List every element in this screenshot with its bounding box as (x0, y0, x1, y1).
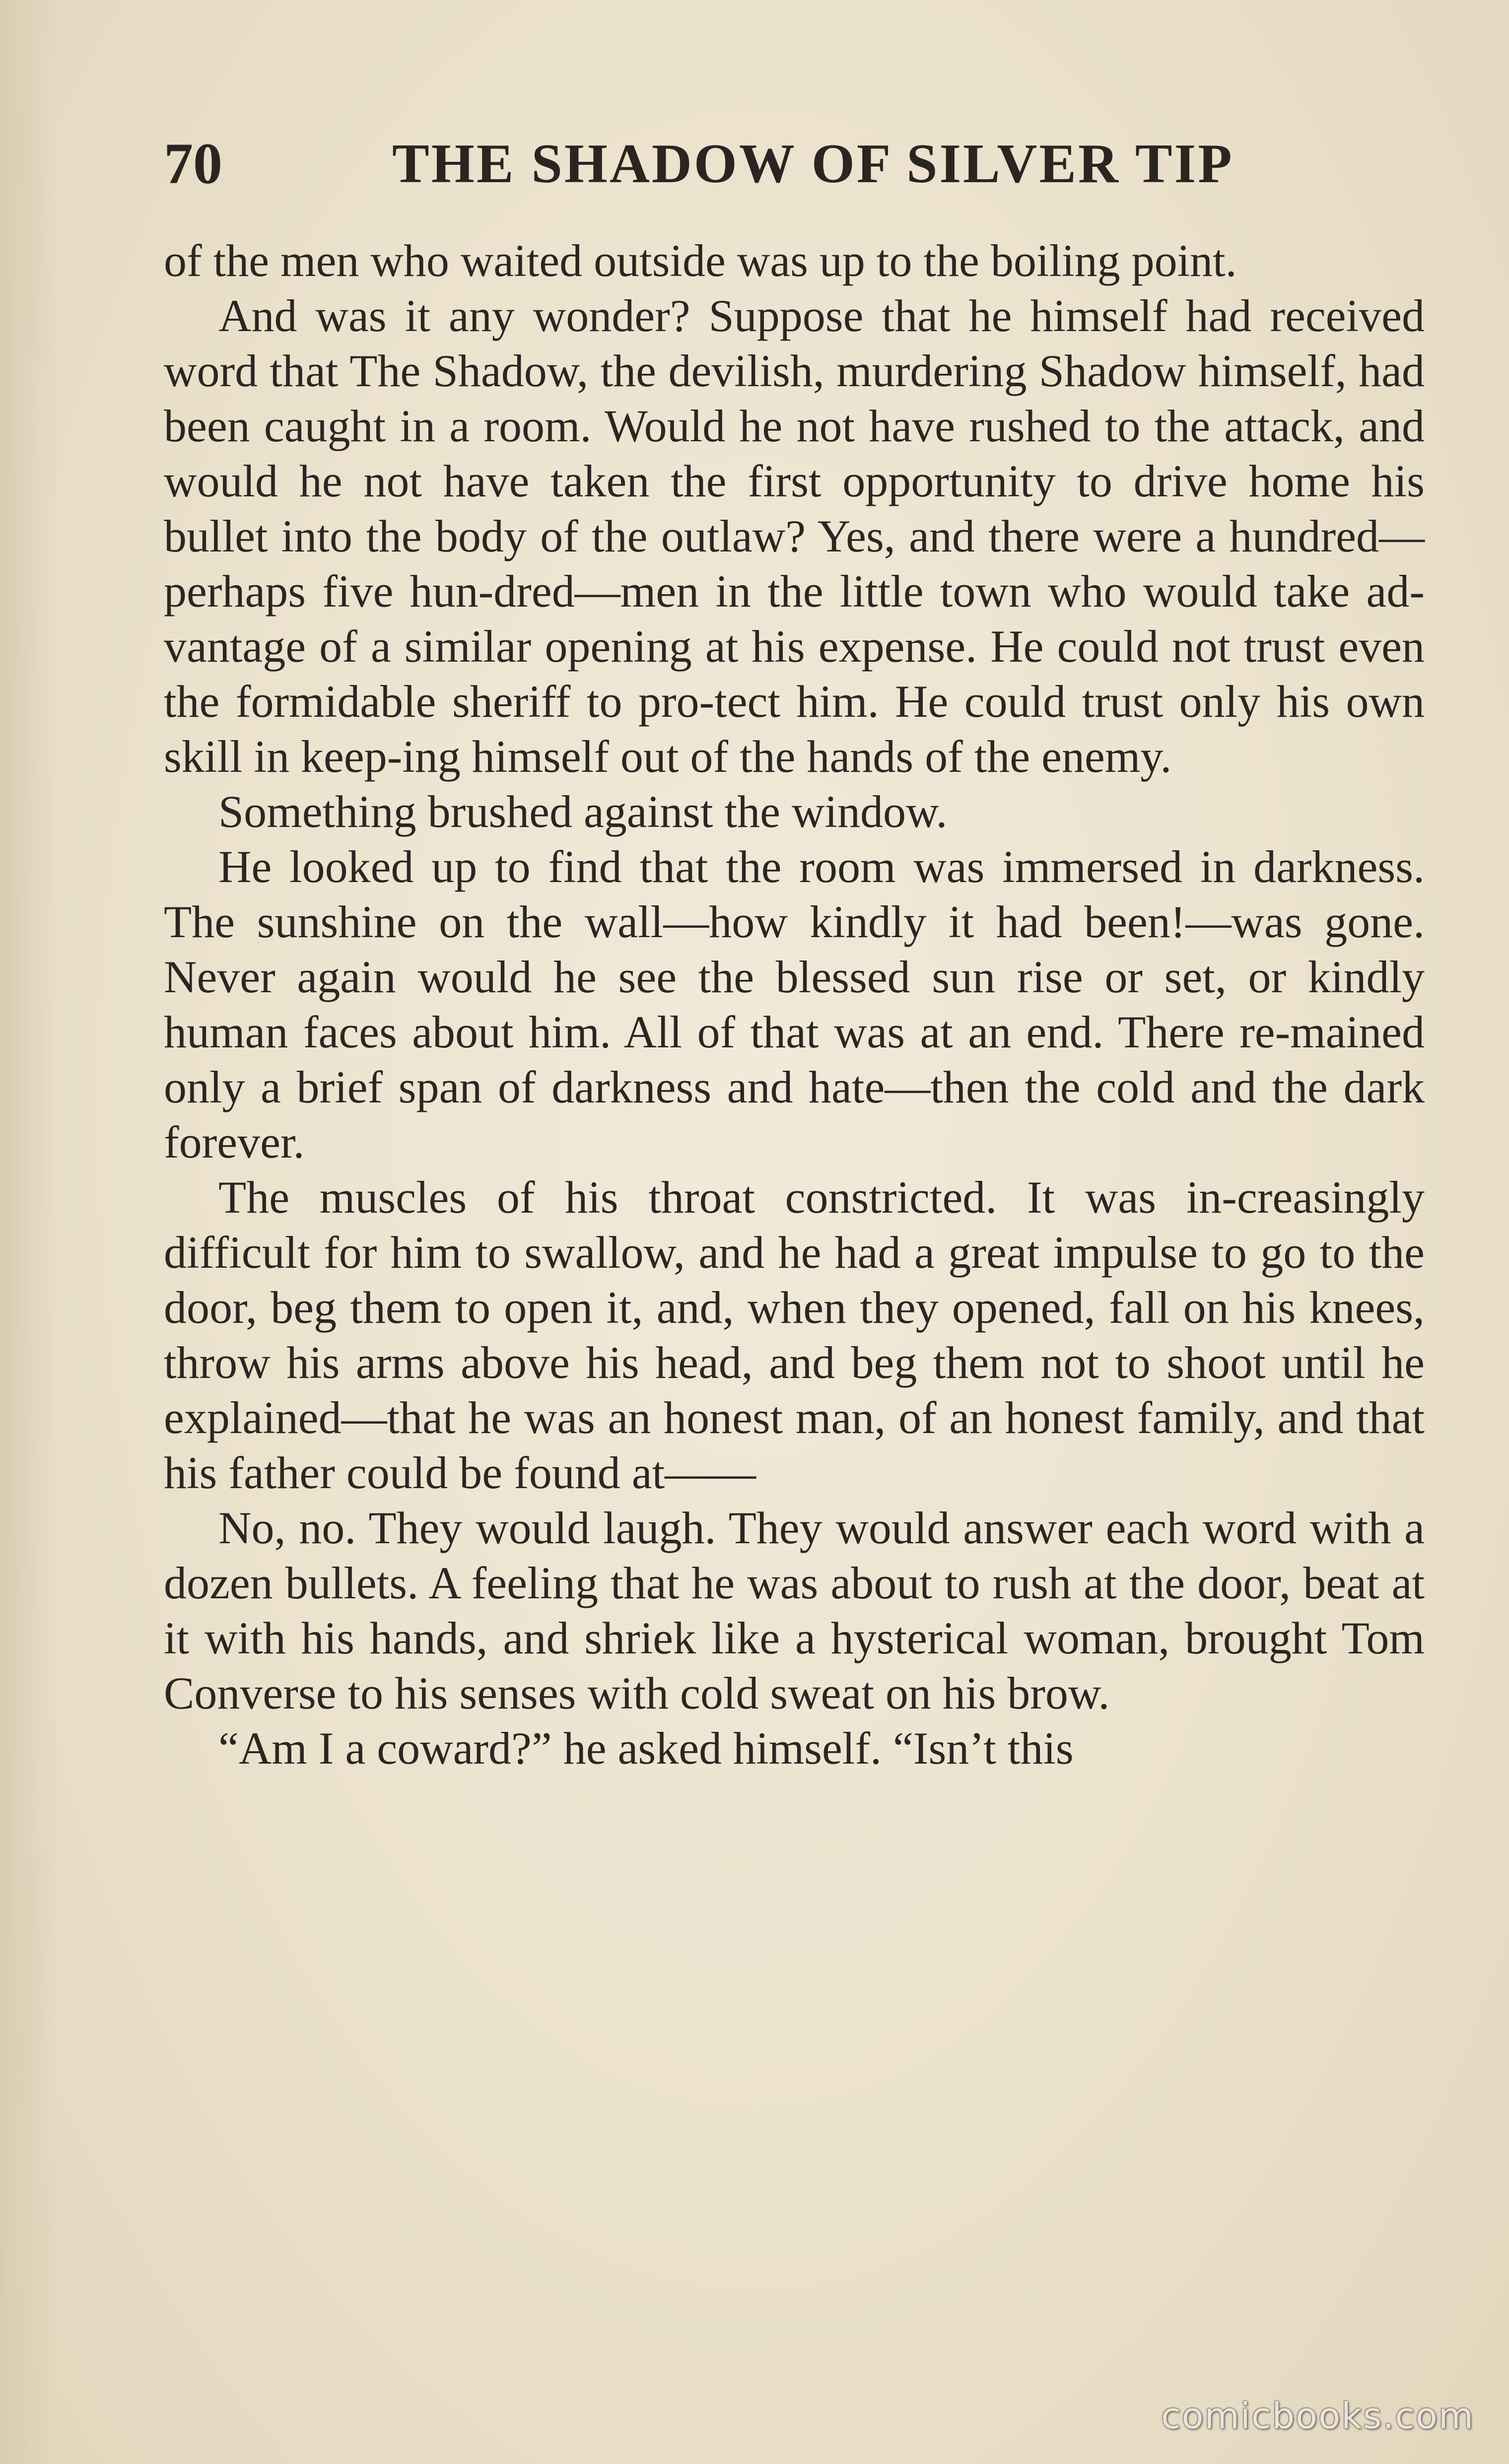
paragraph: And was it any wonder? Suppose that he himself had received word that The Shadow, the devilish, murdering Shadow himself, had been caught in a room. Would he not have rushed to the attack, and would he not have taken the first opportunity to drive home his bullet into the body of the outlaw? Yes, and there were a hundred—perhaps five hun-dred—men in the little town who would take ad-vantage of a similar opening at his expense. He could not trust even the formidable sheriff to pro-tect him. He could trust only his own skill in keep-ing himself out of the hands of the enemy. (164, 290, 1425, 782)
running-head: THE SHADOW OF SILVER TIP (392, 133, 1234, 195)
paragraph: of the men who waited outside was up to the boiling point. (164, 235, 1237, 286)
page-header (164, 127, 1425, 201)
paragraph: He looked up to find that the room was immersed in darkness. The sunshine on the wall—how kindly it had been!—was gone. Never again would he see the blessed sun rise or set, or kindly human faces about him. All of that was at an end. There re-mained only a brief span of darkness and hate—then the cold and the dark forever. (164, 841, 1425, 1167)
paragraph: The muscles of his throat constricted. It was in-creasingly difficult for him to swallow, and he had a great impulse to go to the door, beg them to open it, and, when they opened, fall on his knees, throw his arms above his head, and beg them not to shoot until he explained—that he was an honest man, of an honest family, and that his father could be found at—— (164, 1172, 1425, 1498)
watermark: comicbooks.com (1161, 2395, 1474, 2437)
page-number: 70 (164, 131, 222, 196)
paragraph: No, no. They would laugh. They would answer each word with a dozen bullets. A feeling that he was about to rush at the door, beat at it with his hands, and shriek like a hysterical woman, brought Tom Converse to his senses with cold sweat on his brow. (164, 1503, 1425, 1718)
body-text (164, 233, 1425, 1776)
paragraph: Something brushed against the window. (218, 786, 948, 837)
paragraph: “Am I a coward?” he asked himself. “Isn’t this (218, 1723, 1074, 1774)
